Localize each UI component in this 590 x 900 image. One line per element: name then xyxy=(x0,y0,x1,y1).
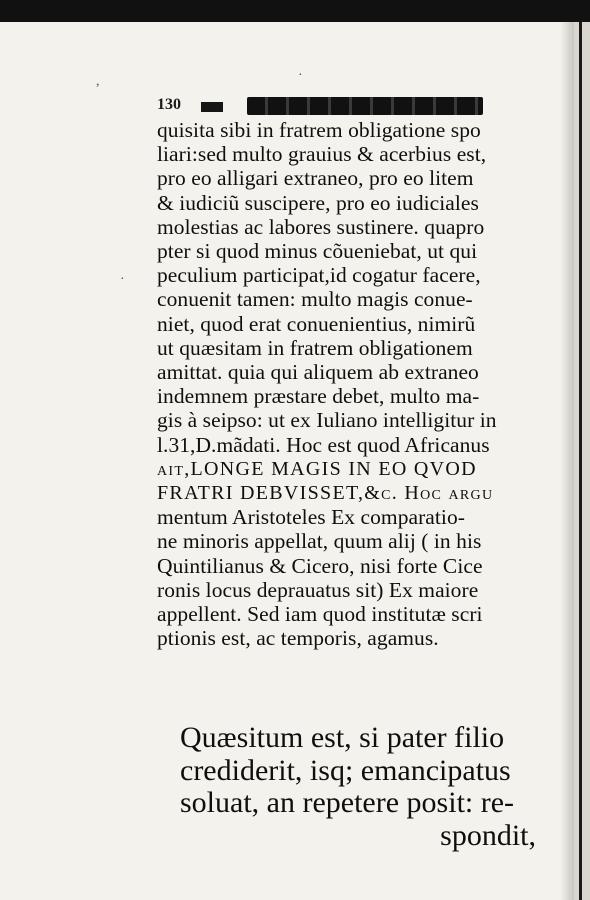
page-number: 130 xyxy=(157,96,181,113)
text-line: l.31,D.mãdati. Hoc est quod Africanus xyxy=(157,432,490,457)
text-line: mentum Aristoteles Ex comparatio- xyxy=(157,505,465,530)
paper-speck: · xyxy=(298,68,303,83)
running-head-smudged xyxy=(247,97,483,115)
text-line: ut quæsitam in fratrem obligationem xyxy=(157,335,473,360)
text-line: pro eo alligari extraneo, pro eo litem xyxy=(157,166,474,191)
text-line-quotation: ait,LONGE MAGIS IN EO QVOD xyxy=(157,457,477,480)
running-head-ornament xyxy=(201,102,223,112)
text-line: ne minoris appellat, quum alij ( in his xyxy=(157,529,482,554)
second-paragraph xyxy=(180,722,540,852)
large-text-line: soluat, an repetere posit: re- xyxy=(180,786,515,819)
text-line: pter si quod minus cõueniebat, ut qui xyxy=(157,239,478,264)
text-line: appellent. Sed iam quod institutæ scri xyxy=(157,602,483,627)
large-text-line: spondit, xyxy=(440,818,536,852)
paper-speck: , xyxy=(96,74,100,89)
text-line: molestias ac labores sustinere. quapro xyxy=(157,214,485,239)
text-line: quisita sibi in fratrem obligatione spo xyxy=(157,118,481,142)
text-line: peculium participat,id cogatur facere, xyxy=(157,263,481,288)
paper-speck: · xyxy=(120,272,125,287)
page-gutter-shadow xyxy=(560,22,574,900)
text-line: ptionis est, ac temporis, agamus. xyxy=(157,626,439,651)
text-line: indemnem præstare debet, multo ma- xyxy=(157,384,480,409)
text-line: amittat. quia qui aliquem ab extraneo xyxy=(157,360,479,385)
large-text-line: crediderit, isq; emancipatus xyxy=(180,753,511,787)
main-paragraph xyxy=(157,118,533,650)
facing-page-edge xyxy=(574,22,590,900)
page-header xyxy=(157,94,487,116)
text-line: conuenit tamen: multo magis conue- xyxy=(157,287,473,312)
text-line-quotation: FRATRI DEBVISSET,&c. Hoc argu xyxy=(157,482,494,505)
text-line: ronis locus deprauatus sit) Ex maiore xyxy=(157,577,479,602)
book-page xyxy=(0,22,574,900)
text-line: Quintilianus & Cicero, nisi forte Cice xyxy=(157,553,483,578)
text-line: gis à seipso: ut ex Iuliano intelligitur in xyxy=(157,408,497,433)
text-line: liari:sed multo grauius & acerbius est, xyxy=(157,142,487,167)
text-line: & iudiciũ suscipere, pro eo iudiciales xyxy=(157,190,479,215)
large-text-line: Quæsitum est, si pater filio xyxy=(180,721,505,754)
text-line: niet, quod erat conuenientius, nimirũ xyxy=(157,311,476,336)
